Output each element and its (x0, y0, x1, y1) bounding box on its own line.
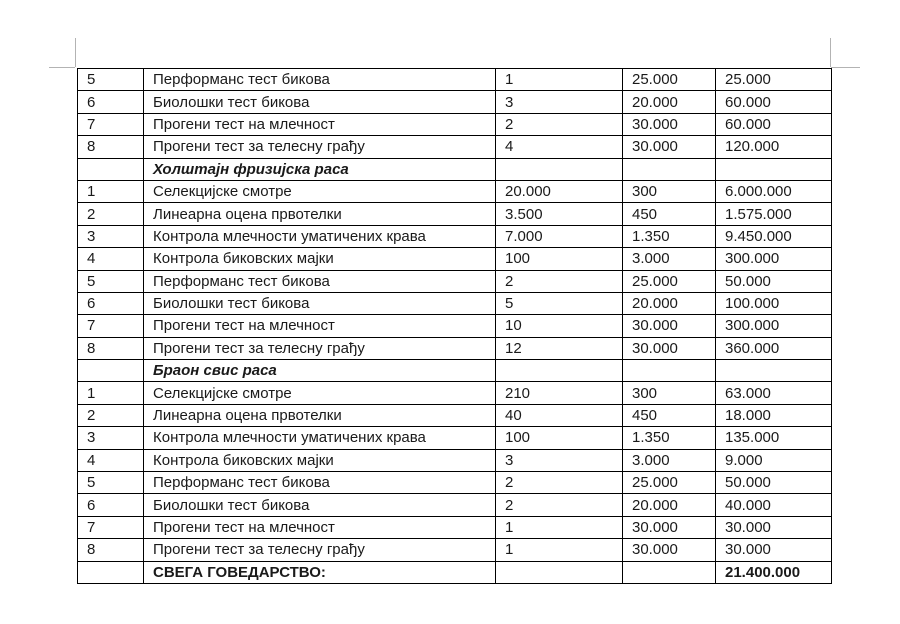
cell-row-number: 7 (78, 113, 144, 135)
cell-unit-price: 30.000 (623, 136, 716, 158)
cell-unit-price: 30.000 (623, 539, 716, 561)
cell-unit-price: 20.000 (623, 292, 716, 314)
cell-total-amount: 135.000 (716, 427, 832, 449)
cell-row-number: 2 (78, 203, 144, 225)
cell-measure-name: Перформанс тест бикова (144, 69, 496, 91)
cell-unit-price: 300 (623, 382, 716, 404)
table-row (78, 180, 832, 202)
cell-row-number: 7 (78, 516, 144, 538)
table-row (78, 449, 832, 471)
cell-quantity: 1 (496, 539, 623, 561)
cell-quantity: 210 (496, 382, 623, 404)
cell-total-amount: 30.000 (716, 516, 832, 538)
cell-row-number (78, 158, 144, 180)
grand-total-row (78, 561, 832, 583)
cell-measure-name: Биолошки тест бикова (144, 91, 496, 113)
cell-measure-name: Селекцијске смотре (144, 382, 496, 404)
cell-measure-name: Прогени тест на млечност (144, 516, 496, 538)
cell-quantity: 1 (496, 516, 623, 538)
cell-unit-price: 1.350 (623, 427, 716, 449)
cell-total-amount: 25.000 (716, 69, 832, 91)
table-row (78, 315, 832, 337)
cell-unit-price: 25.000 (623, 69, 716, 91)
cell-total-amount: 360.000 (716, 337, 832, 359)
table-row (78, 91, 832, 113)
cell-measure-name: Контрола биковских мајки (144, 449, 496, 471)
breeding-measures-table (77, 68, 832, 584)
table-row (78, 404, 832, 426)
cell-unit-price: 25.000 (623, 472, 716, 494)
cell-measure-name: Прогени тест за телесну грађу (144, 136, 496, 158)
cell-row-number: 5 (78, 69, 144, 91)
cell-row-number: 6 (78, 91, 144, 113)
table-row (78, 427, 832, 449)
cell-unit-price: 3.000 (623, 248, 716, 270)
cell-total-amount: 50.000 (716, 472, 832, 494)
cell-quantity: 100 (496, 248, 623, 270)
cell-row-number: 8 (78, 539, 144, 561)
cell-unit-price: 30.000 (623, 337, 716, 359)
cell-quantity: 40 (496, 404, 623, 426)
cell-measure-name: Биолошки тест бикова (144, 494, 496, 516)
cell-unit-price: 3.000 (623, 449, 716, 471)
cell-total-amount (716, 360, 832, 382)
table-row (78, 292, 832, 314)
table-row (78, 472, 832, 494)
table-row (78, 382, 832, 404)
margin-crop-mark-top-left-vertical (75, 38, 76, 67)
cell-measure-name: Холштајн фризијска раса (144, 158, 496, 180)
cell-total-amount: 50.000 (716, 270, 832, 292)
cell-total-amount: 1.575.000 (716, 203, 832, 225)
table-row (78, 337, 832, 359)
cell-row-number: 7 (78, 315, 144, 337)
table-row (78, 539, 832, 561)
cell-row-number: 3 (78, 427, 144, 449)
cell-unit-price: 450 (623, 203, 716, 225)
cell-row-number: 1 (78, 382, 144, 404)
cell-quantity: 2 (496, 270, 623, 292)
cell-measure-name: Перформанс тест бикова (144, 270, 496, 292)
cell-quantity: 100 (496, 427, 623, 449)
cell-unit-price: 20.000 (623, 494, 716, 516)
cell-measure-name: СВЕГА ГОВЕДАРСТВО: (144, 561, 496, 583)
margin-crop-mark-top-right-horizontal (831, 67, 860, 68)
table-row (78, 113, 832, 135)
cell-quantity: 3 (496, 91, 623, 113)
cell-total-amount: 300.000 (716, 248, 832, 270)
cell-unit-price (623, 360, 716, 382)
cell-total-amount: 100.000 (716, 292, 832, 314)
cell-quantity: 12 (496, 337, 623, 359)
cell-measure-name: Прогени тест на млечност (144, 315, 496, 337)
cell-row-number: 8 (78, 337, 144, 359)
cell-quantity: 3 (496, 449, 623, 471)
section-header-row (78, 360, 832, 382)
cell-total-amount: 300.000 (716, 315, 832, 337)
cell-quantity: 1 (496, 69, 623, 91)
cell-quantity: 20.000 (496, 180, 623, 202)
cell-row-number: 4 (78, 248, 144, 270)
cell-quantity: 2 (496, 113, 623, 135)
cell-quantity (496, 158, 623, 180)
margin-crop-mark-top-left-horizontal (49, 67, 75, 68)
table-row (78, 225, 832, 247)
cell-unit-price: 30.000 (623, 113, 716, 135)
cell-measure-name: Прогени тест за телесну грађу (144, 539, 496, 561)
table-row (78, 270, 832, 292)
cell-quantity: 3.500 (496, 203, 623, 225)
table-row (78, 248, 832, 270)
cell-row-number: 2 (78, 404, 144, 426)
cell-row-number: 8 (78, 136, 144, 158)
table-row (78, 494, 832, 516)
cell-row-number: 4 (78, 449, 144, 471)
cell-row-number (78, 360, 144, 382)
cell-quantity: 2 (496, 472, 623, 494)
cell-total-amount: 9.000 (716, 449, 832, 471)
cell-measure-name: Селекцијске смотре (144, 180, 496, 202)
cell-measure-name: Контрола млечности уматичених крава (144, 225, 496, 247)
cell-measure-name: Контрола млечности уматичених крава (144, 427, 496, 449)
table-row (78, 136, 832, 158)
cell-row-number: 6 (78, 494, 144, 516)
cell-quantity: 5 (496, 292, 623, 314)
cell-total-amount: 63.000 (716, 382, 832, 404)
cell-unit-price: 20.000 (623, 91, 716, 113)
table-row (78, 69, 832, 91)
cell-unit-price: 450 (623, 404, 716, 426)
cell-measure-name: Линеарна оцена првотелки (144, 404, 496, 426)
cell-row-number (78, 561, 144, 583)
cell-unit-price (623, 561, 716, 583)
cell-total-amount (716, 158, 832, 180)
cell-row-number: 1 (78, 180, 144, 202)
cell-total-amount: 30.000 (716, 539, 832, 561)
cell-measure-name: Прогени тест за телесну грађу (144, 337, 496, 359)
cell-total-amount: 60.000 (716, 91, 832, 113)
cell-quantity: 7.000 (496, 225, 623, 247)
cell-total-amount: 60.000 (716, 113, 832, 135)
cell-total-amount: 40.000 (716, 494, 832, 516)
table-row (78, 516, 832, 538)
cell-quantity: 2 (496, 494, 623, 516)
cell-unit-price: 30.000 (623, 315, 716, 337)
cell-unit-price: 300 (623, 180, 716, 202)
cell-measure-name: Перформанс тест бикова (144, 472, 496, 494)
cell-quantity (496, 561, 623, 583)
cell-row-number: 6 (78, 292, 144, 314)
cell-quantity: 4 (496, 136, 623, 158)
cell-measure-name: Контрола биковских мајки (144, 248, 496, 270)
cell-total-amount: 120.000 (716, 136, 832, 158)
cell-total-amount: 18.000 (716, 404, 832, 426)
margin-crop-mark-top-right-vertical (830, 38, 831, 67)
cell-unit-price: 30.000 (623, 516, 716, 538)
cell-measure-name: Биолошки тест бикова (144, 292, 496, 314)
table-row (78, 203, 832, 225)
cell-measure-name: Прогени тест на млечност (144, 113, 496, 135)
cell-total-amount: 6.000.000 (716, 180, 832, 202)
cell-unit-price: 25.000 (623, 270, 716, 292)
cell-total-amount: 9.450.000 (716, 225, 832, 247)
cell-quantity (496, 360, 623, 382)
cell-unit-price (623, 158, 716, 180)
cell-measure-name: Линеарна оцена првотелки (144, 203, 496, 225)
cell-row-number: 5 (78, 270, 144, 292)
cell-row-number: 5 (78, 472, 144, 494)
cell-total-amount: 21.400.000 (716, 561, 832, 583)
cell-measure-name: Браон свис раса (144, 360, 496, 382)
cell-quantity: 10 (496, 315, 623, 337)
cell-unit-price: 1.350 (623, 225, 716, 247)
cell-row-number: 3 (78, 225, 144, 247)
section-header-row (78, 158, 832, 180)
